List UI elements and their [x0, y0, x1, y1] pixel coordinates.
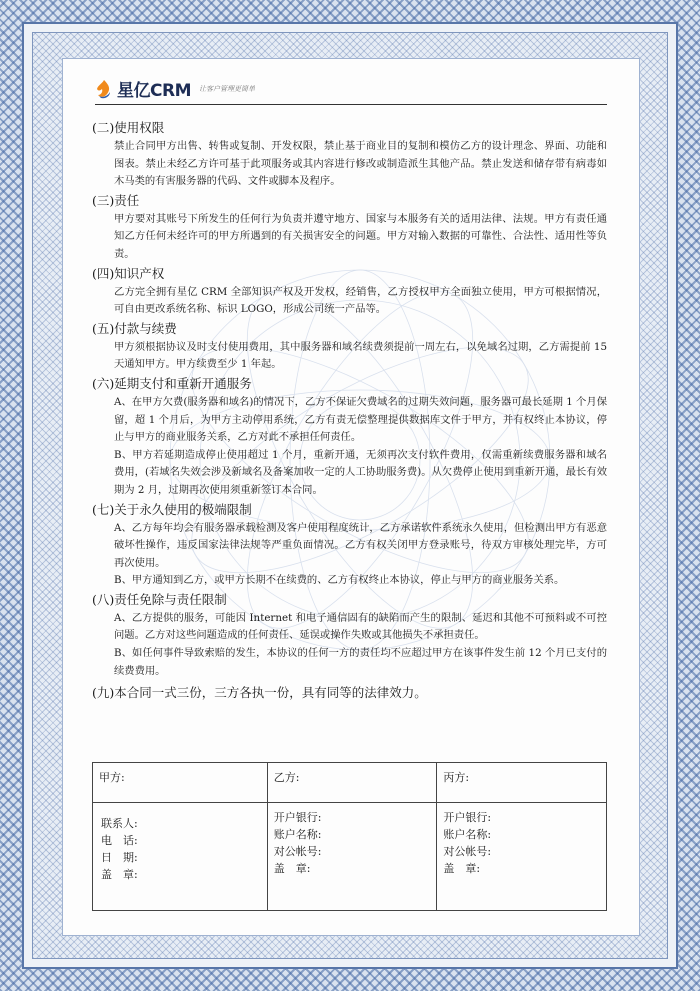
party-b-line: 对公帐号: [273, 845, 322, 858]
section-title: (二)使用权限 [92, 120, 165, 135]
section-title: (五)付款与续费 [92, 320, 177, 336]
section-paragraph: 甲方要对其账号下所发生的任何行为负责并遵守地方、国家与本服务有关的适用法律、法规。甲方有责任通知乙方任何未经许可的甲方所遇到的有关损害安全的问题。甲方对输入数据的可靠性、合法性、适用性等负责。 [114, 212, 607, 260]
party-c-title: 丙方: [437, 763, 607, 803]
party-b-details [267, 803, 437, 911]
party-b-title: 乙方: [267, 763, 437, 803]
contract-body [92, 118, 607, 717]
signature-table [92, 762, 607, 911]
section-paragraph: 乙方完全拥有星亿 CRM 全部知识产权及开发权，经销售，乙方授权甲方全面独立使用，甲方可根据情况，可自由更改系统名称、标识 LOGO，形成公司统一产品等。 [114, 285, 607, 316]
signature-detail-row [93, 803, 607, 911]
section-paragraph: A、在甲方欠费(服务器和域名)的情况下，乙方不保证欠费域名的过期失效问题，服务器可最长延期 1 个月保留，超 1 个月后，为甲方主动停用系统，乙方有责无偿整理提供数据库文件于甲方，并有权终止本协议，停止与甲方的商业服务关系，乙方对此不承担任何责任。 [114, 395, 607, 444]
section-paragraph: B、如任何事件导致索赔的发生，本协议的任何一方的责任均不应超过甲方在该事件发生前 12 个月已支付的续费费用。 [114, 647, 607, 677]
party-c-line: 盖 章: [443, 862, 481, 875]
section-payment [92, 319, 607, 374]
section-paragraph: A、乙方提供的服务，可能因 Internet 和电子通信固有的缺陷而产生的限制、延迟和其他不可预料或不可控问题。乙方对这些问题造成的任何责任、延误或操作失败或其他损失不承担责任。 [114, 611, 607, 642]
party-c-line: 账户名称: [443, 828, 492, 841]
section-liability-exemption [92, 590, 607, 680]
party-c-line: 开户银行: [443, 811, 492, 824]
section-usage-rights [92, 118, 607, 191]
brand-flame-icon [95, 79, 113, 99]
brand-logo [95, 76, 255, 101]
party-b-line: 账户名称: [273, 828, 322, 841]
final-clause: (九)本合同一式三份，三方各执一份，具有同等的法律效力。 [92, 685, 427, 701]
party-a-line: 电 话: [101, 834, 138, 847]
section-paragraph: B、甲方若延期造成停止使用超过 1 个月，重新开通，无须再次支付软件费用，仅需重新续费服务器和域名费用，(若域名失效会涉及新域名及备案加收一定的人工协助服务费)。从欠费停止使用到重新开通，最长有效期为 2 月，过期再次使用须重新签订本合同。 [114, 448, 607, 496]
section-paragraph: B、甲方通知到乙方，或甲方长期不在续费的、乙方有权终止本协议，停止与甲方的商业服务关系。 [114, 574, 565, 587]
party-b-line: 盖 章: [273, 862, 311, 875]
section-title: (四)知识产权 [92, 265, 165, 281]
party-a-line: 联系人: [101, 817, 138, 830]
party-c-line: 对公帐号: [443, 845, 492, 858]
section-responsibility [92, 191, 607, 264]
section-paragraph: A、乙方每年均会有服务器承载检测及客户使用程度统计，乙方承诺软件系统永久使用，但检测出甲方有恶意破坏性操作，违反国家法律法规等严重负面情况。乙方有权关闭甲方登录账号，待双方审核处理完毕，方可再次使用。 [114, 521, 607, 569]
party-a-line: 日 期: [101, 851, 138, 864]
section-title: (六)延期支付和重新开通服务 [92, 375, 252, 391]
section-ip [92, 264, 607, 319]
section-paragraph: 禁止合同甲方出售、转售或复制、开发权限，禁止基于商业目的复制和模仿乙方的设计理念、界面、功能和图表。禁止未经乙方许可基于此项服务或其内容进行修改或制造派生其他产品。禁止发送和储存带有病毒如木马类的有害服务器的代码、文件或脚本及程序。 [114, 140, 607, 188]
section-deferred-payment [92, 374, 607, 500]
section-permanent-use-limits [92, 500, 607, 590]
document-header [95, 72, 607, 105]
section-title: (七)关于永久使用的极端限制 [92, 501, 252, 517]
brand-slogan: 让客户管理更简单 [198, 84, 255, 93]
signature-header-row [93, 763, 607, 803]
party-a-line: 盖 章: [101, 868, 138, 881]
section-paragraph: 甲方须根据协议及时支付使用费用，其中服务器和域名续费须提前一周左右，以免域名过期，乙方需提前 15 天通知甲方。甲方续费至少 1 年起。 [114, 340, 607, 371]
party-b-line: 开户银行: [273, 811, 322, 824]
party-a-title: 甲方: [93, 763, 268, 803]
party-c-details [437, 803, 607, 911]
brand-name: 星亿CRM [117, 81, 191, 101]
party-a-details [93, 803, 268, 911]
section-title: (八)责任免除与责任限制 [92, 591, 227, 607]
section-title: (三)责任 [92, 192, 140, 208]
